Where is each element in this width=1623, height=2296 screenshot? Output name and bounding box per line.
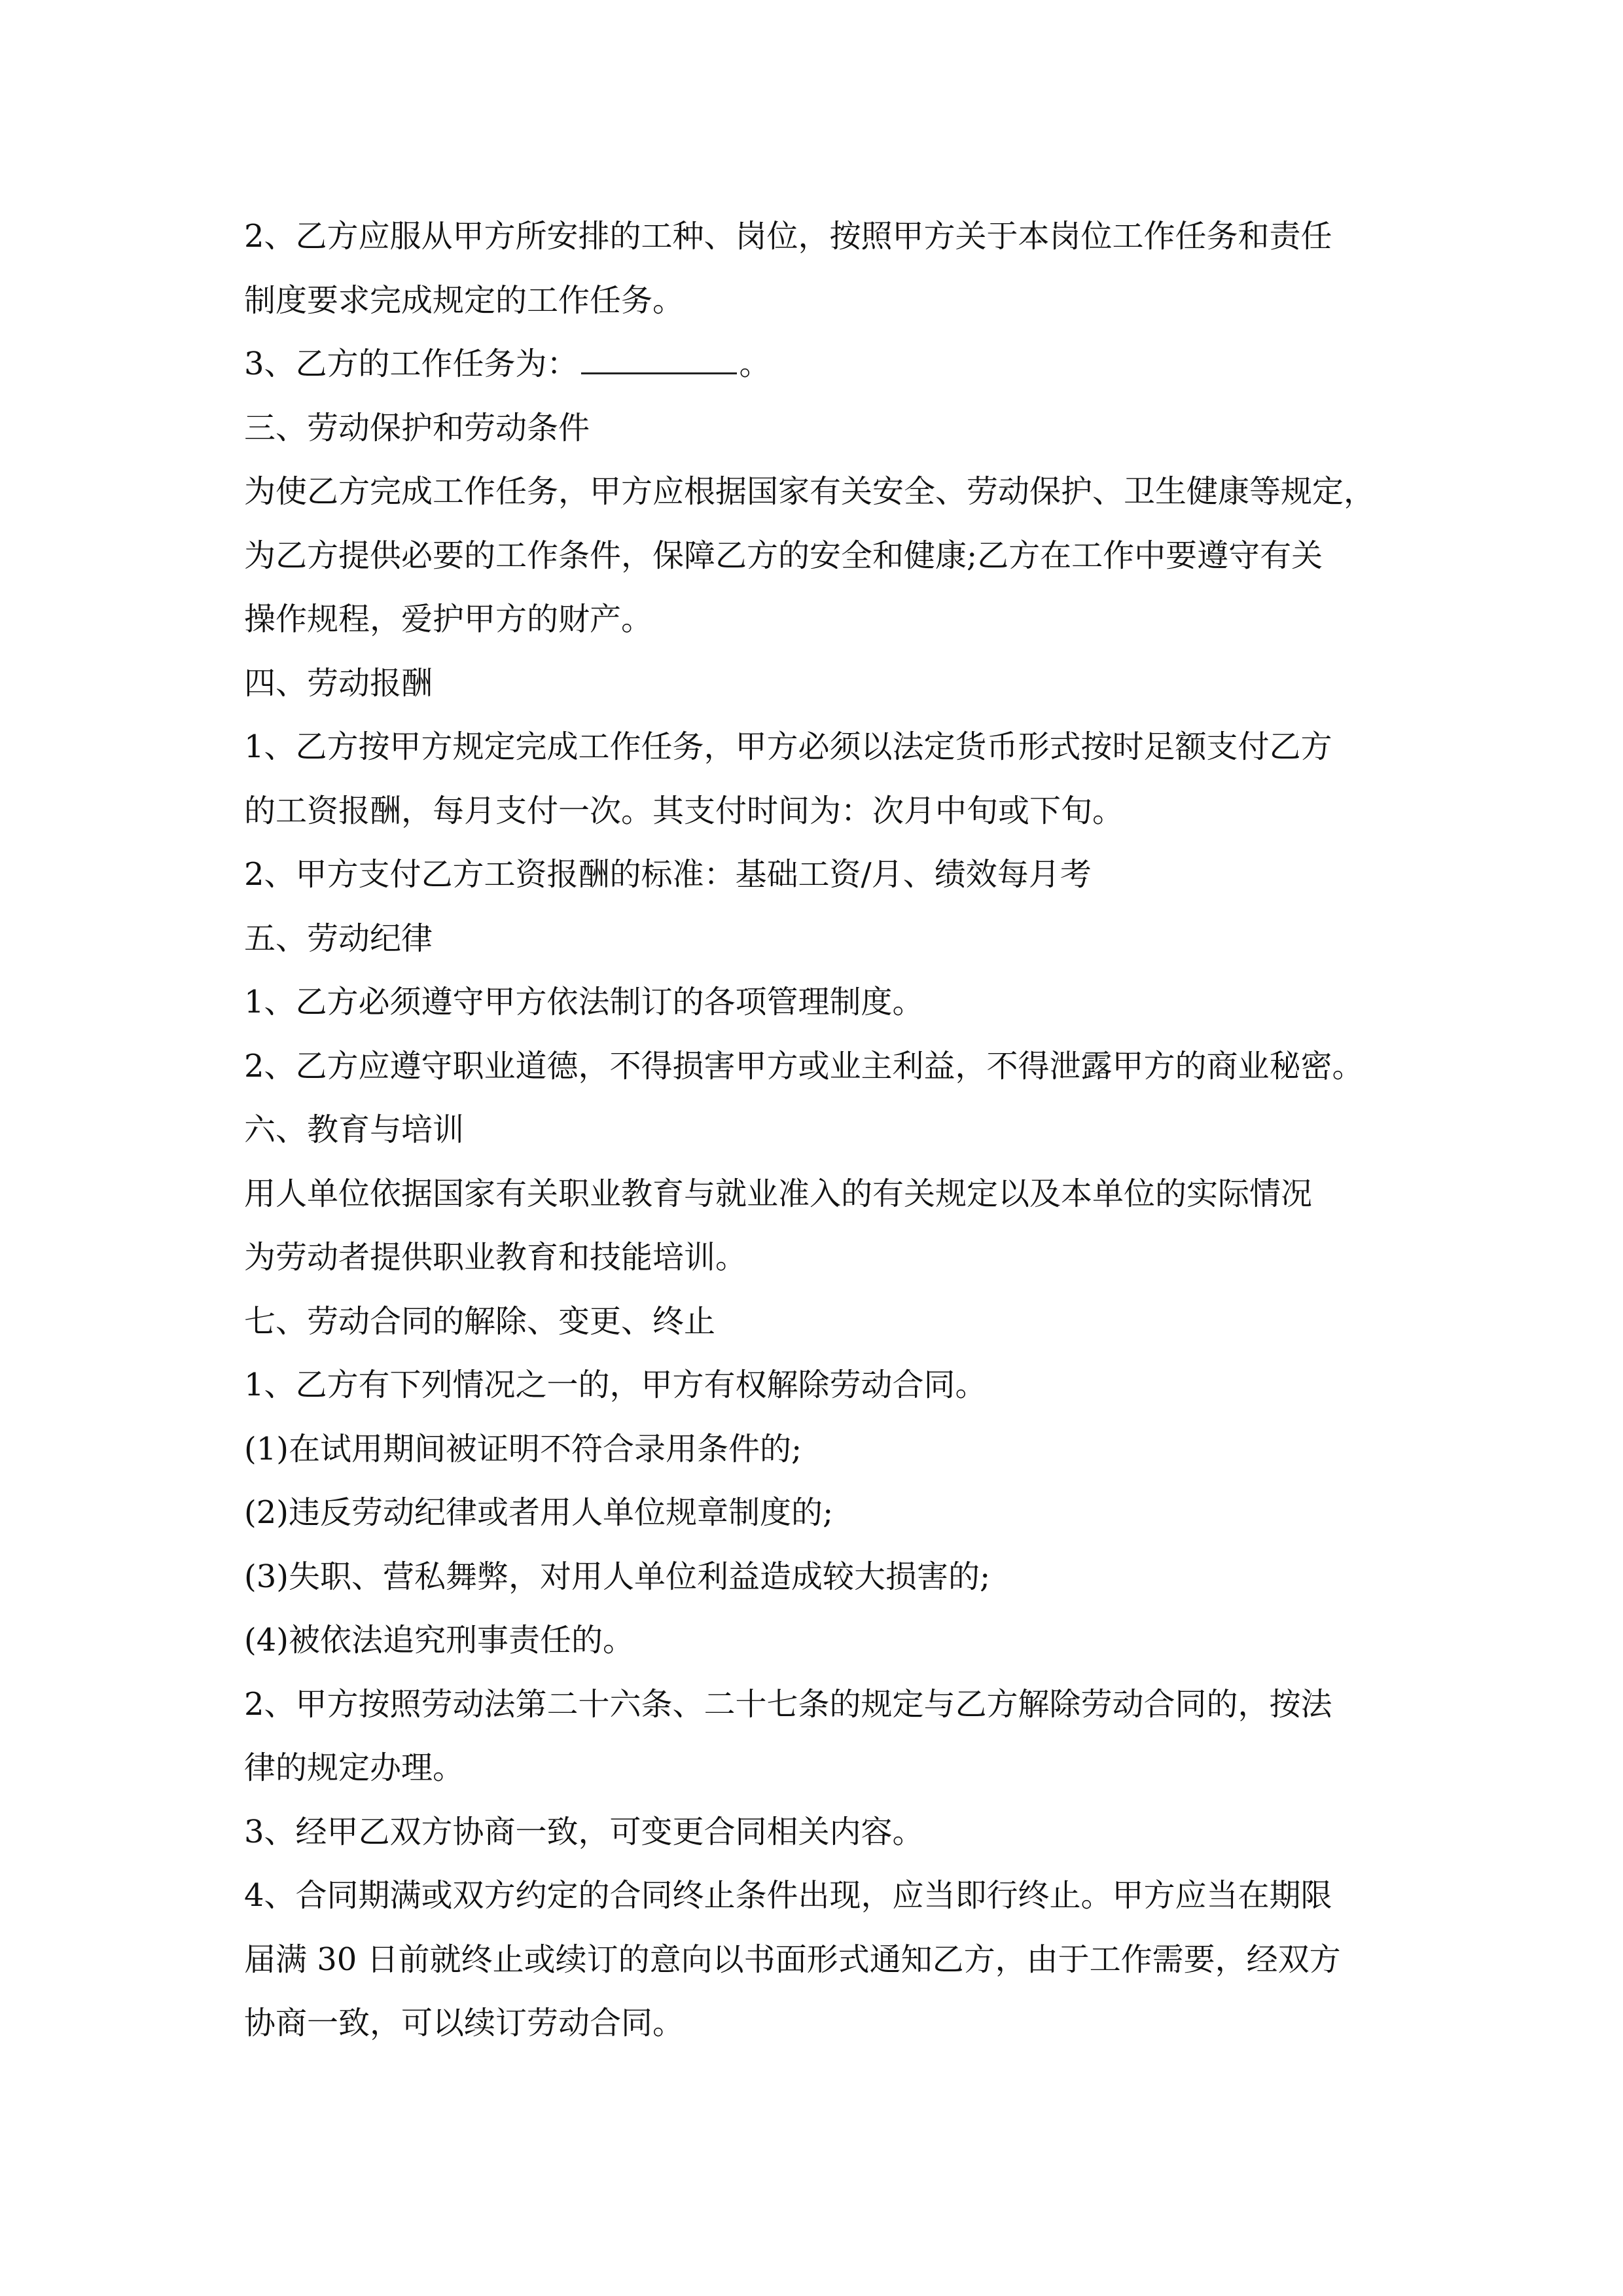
task-label: 3、乙方的工作任务为： — [244, 346, 579, 382]
paragraph-line: 4、合同期满或双方约定的合同终止条件出现，应当即行终止。甲方应当在期限 — [244, 1877, 1332, 1914]
paragraph-line: 2、甲方支付乙方工资报酬的标准：基础工资/月、绩效每月考 — [244, 856, 1092, 893]
paragraph-line: 协商一致，可以续订劳动合同。 — [244, 2005, 685, 2041]
list-item: (4)被依法追究刑事责任的。 — [244, 1622, 634, 1659]
paragraph-line: 届满 30 日前就终止或续订的意向以书面形式通知乙方，由于工作需要，经双方 — [244, 1941, 1341, 1978]
paragraph-line: 用人单位依据国家有关职业教育与就业准入的有关规定以及本单位的实际情况 — [244, 1175, 1313, 1212]
section-heading: 四、劳动报酬 — [244, 664, 433, 702]
paragraph-line: 1、乙方按甲方规定完成工作任务，甲方必须以法定货币形式按时足额支付乙方 — [244, 728, 1332, 765]
paragraph-line: 为乙方提供必要的工作条件，保障乙方的安全和健康;乙方在工作中要遵守有关 — [244, 537, 1323, 574]
section-heading: 六、教育与培训 — [244, 1111, 465, 1148]
task-end: 。 — [739, 346, 771, 382]
document-body — [244, 205, 1399, 2056]
paragraph-line: 1、乙方必须遵守甲方依法制订的各项管理制度。 — [244, 984, 924, 1020]
task-line — [244, 332, 1399, 397]
paragraph-line: 为劳动者提供职业教育和技能培训。 — [244, 1239, 747, 1276]
list-item: (2)违反劳动纪律或者用人单位规章制度的; — [244, 1494, 834, 1531]
paragraph-line: 1、乙方有下列情况之一的，甲方有权解除劳动合同。 — [244, 1367, 987, 1403]
task-blank — [581, 346, 737, 374]
paragraph-line: 2、乙方应遵守职业道德，不得损害甲方或业主利益，不得泄露甲方的商业秘密。 — [244, 1047, 1364, 1085]
paragraph-line: 的工资报酬，每月支付一次。其支付时间为：次月中旬或下旬。 — [244, 792, 1124, 829]
section-heading: 三、劳动保护和劳动条件 — [244, 409, 590, 446]
list-item: (1)在试用期间被证明不符合录用条件的; — [244, 1430, 802, 1467]
list-item: (3)失职、营私舞弊，对用人单位利益造成较大损害的; — [244, 1558, 991, 1595]
paragraph-line: 2、甲方按照劳动法第二十六条、二十七条的规定与乙方解除劳动合同的，按法 — [244, 1685, 1332, 1723]
section-heading: 五、劳动纪律 — [244, 920, 433, 957]
paragraph-line: 操作规程，爱护甲方的财产。 — [244, 601, 653, 637]
paragraph-line: 制度要求完成规定的工作任务。 — [244, 281, 685, 319]
section-heading: 七、劳动合同的解除、变更、终止 — [244, 1302, 716, 1340]
paragraph-line: 律的规定办理。 — [244, 1749, 465, 1786]
paragraph-line: 为使乙方完成工作任务，甲方应根据国家有关安全、劳动保护、卫生健康等规定， — [244, 473, 1376, 510]
paragraph-line: 2、乙方应服从甲方所安排的工种、岗位，按照甲方关于本岗位工作任务和责任 — [244, 218, 1332, 255]
paragraph-line: 3、经甲乙双方协商一致，可变更合同相关内容。 — [244, 1813, 924, 1850]
